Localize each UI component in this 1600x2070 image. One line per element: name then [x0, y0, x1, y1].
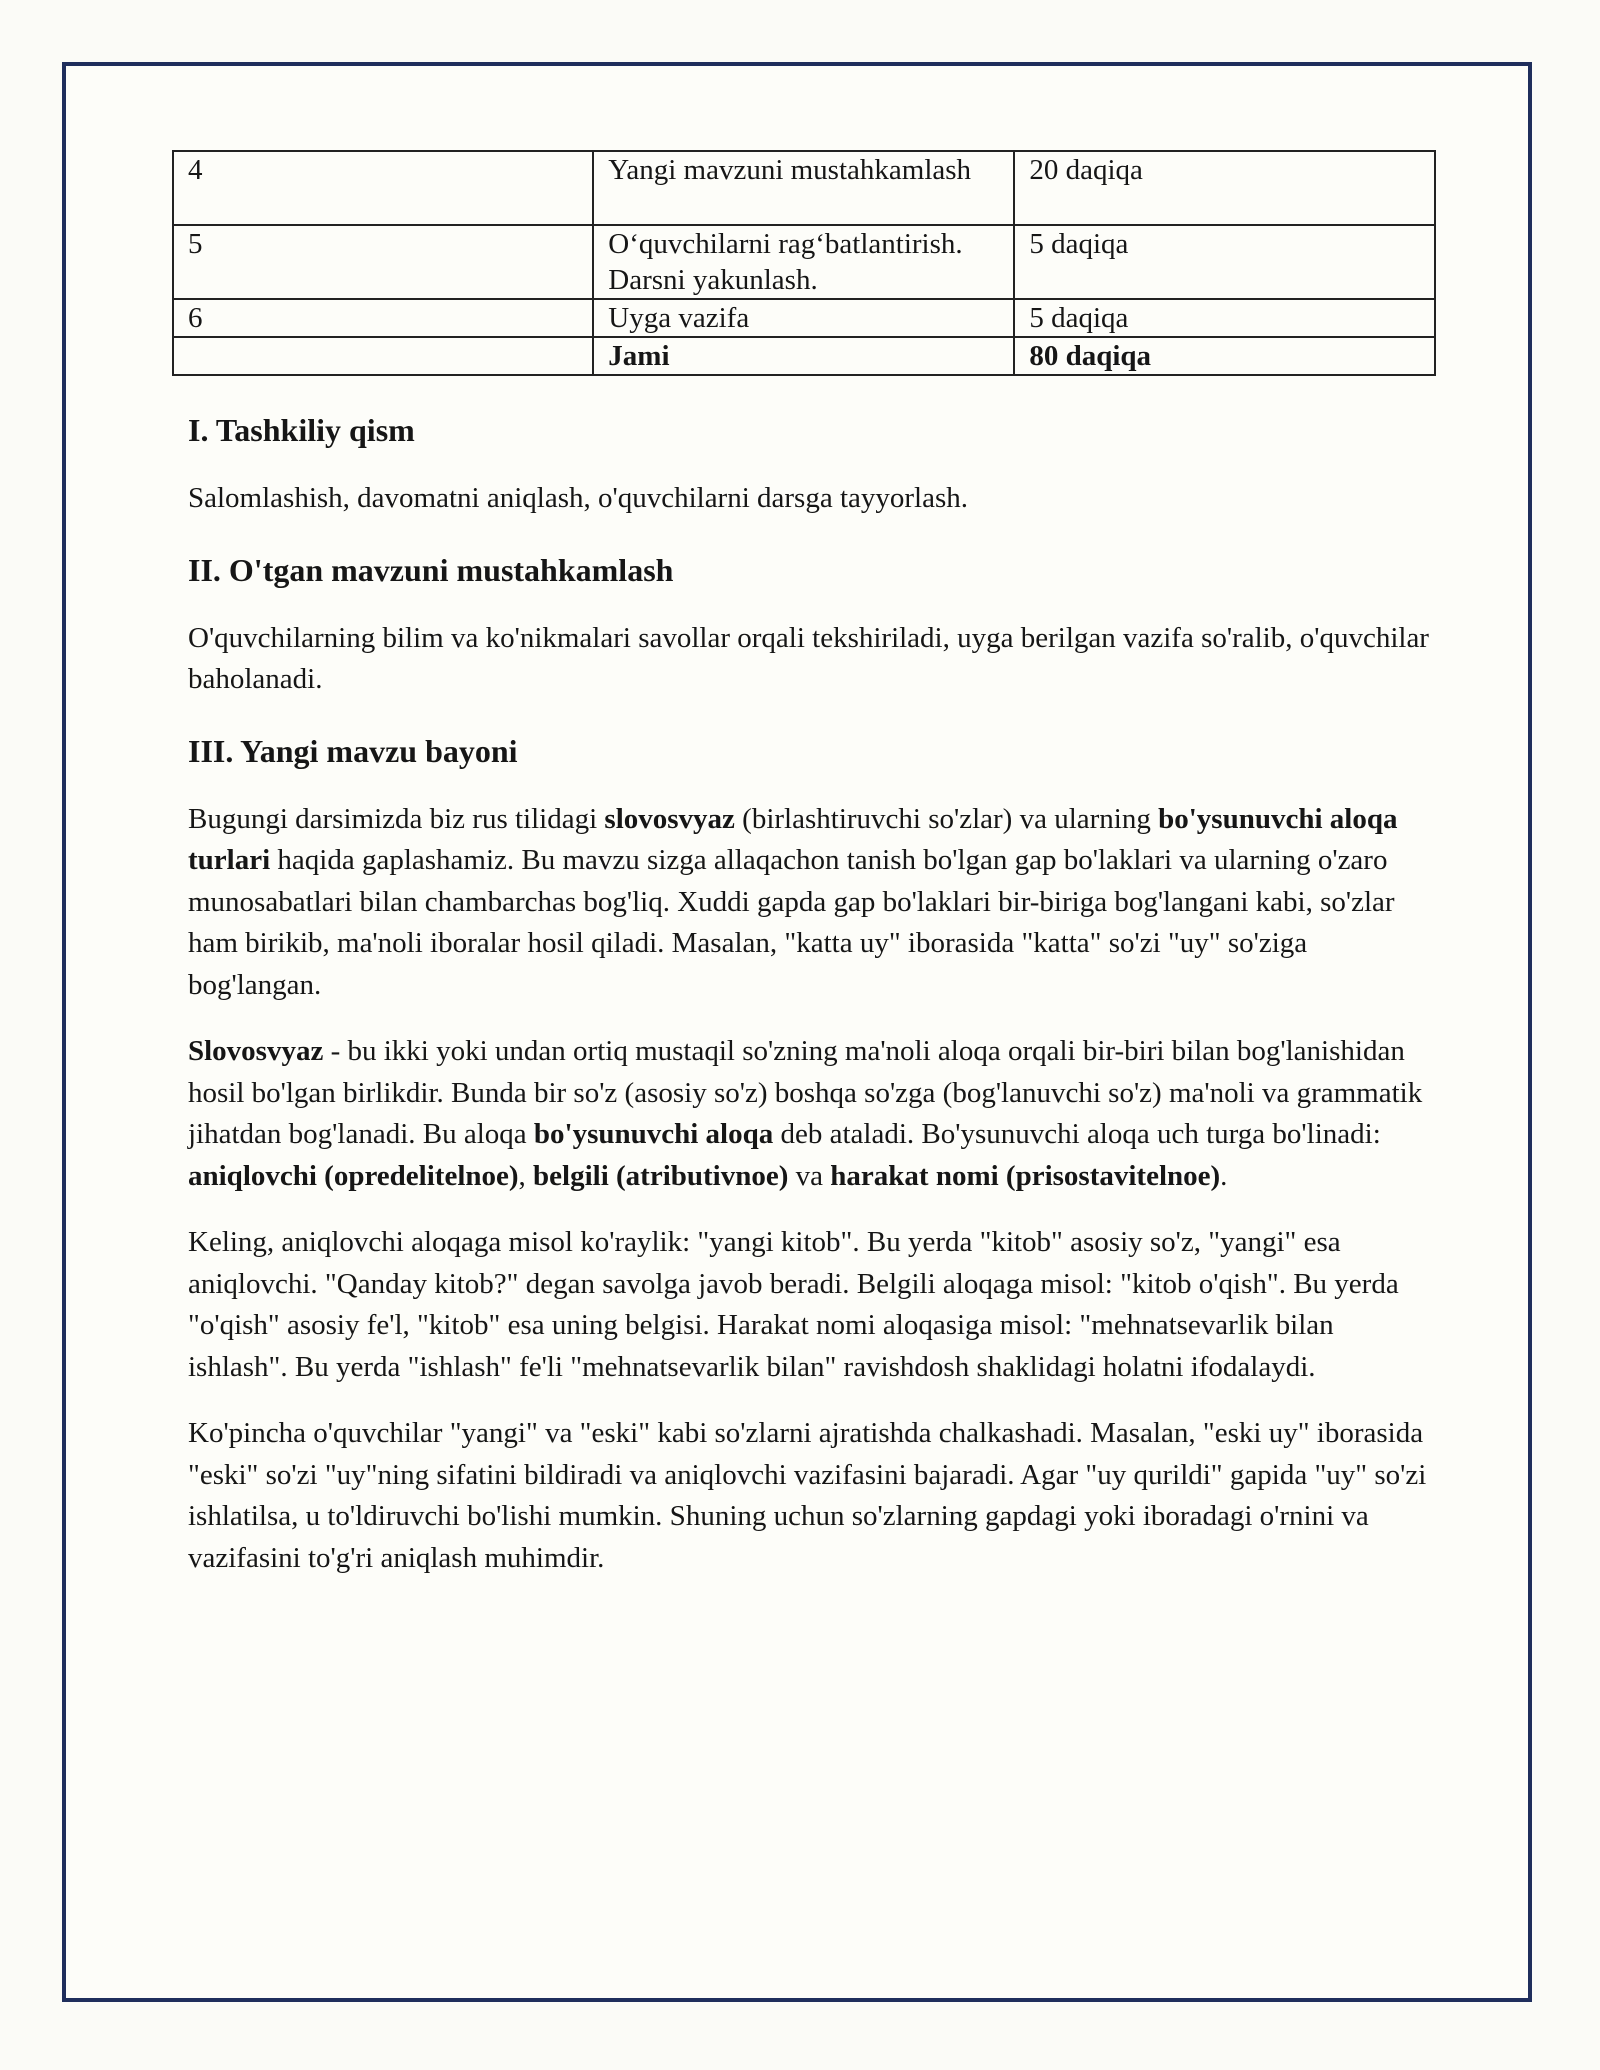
lesson-schedule-table [172, 150, 1436, 376]
text-run: . [1220, 1159, 1228, 1192]
row-time: 5 daqiqa [1014, 299, 1435, 337]
section-heading-3: III. Yangi mavzu bayoni [188, 732, 518, 769]
term-aloqa-turlari: bo'ysunuvchi aloqa turlari [188, 802, 1398, 876]
term-harakat-nomi: harakat nomi (prisostavitelnoe) [830, 1159, 1221, 1192]
text-run: haqida gaplashamiz. Bu mavzu sizga allaqachon tanish bo'lgan gap bo'laklari va ularning o'zaro munosabatlari bilan chambarchas bog'liq. Xuddi gapda gap bo'laklari bir-biriga bog'langani kabi, so'zlar ham birikib, ma'noli iboralar hosil qiladi. Masalan, "katta uy" iborasida "katta" so'zi "uy" so'ziga bog'langan. [188, 844, 1395, 1001]
section-3-paragraph-3: Keling, aniqlovchi aloqaga misol ko'raylik: "yangi kitob". Bu yerda "kitob" asosiy so'z, "yangi" esa aniqlovchi. "Qanday kitob?" degan savolga javob beradi. Belgili aloqaga misol: "kitob o'qish". Bu yerda "o'qish" asosiy fe'l, "kitob" esa uning belgisi. Harakat nomi aloqasiga misol: "mehnatsevarlik bilan ishlash". Bu yerda "ishlash" fe'li "mehnatsevarlik bilan" ravishdosh shaklidagi holatni ifodalaydi. [188, 1226, 1399, 1383]
row-time: 5 daqiqa [1014, 225, 1435, 299]
term-aniqlovchi: aniqlovchi (opredelitelnoe) [188, 1159, 519, 1192]
row-stage: Uyga vazifa [593, 299, 1014, 337]
row-number: 6 [173, 299, 593, 337]
section-heading-1: I. Tashkiliy qism [188, 412, 415, 448]
text-run: (birlashtiruvchi so'zlar) va ularning [734, 802, 1159, 835]
text-run: Bugungi darsimizda biz rus tilidagi [188, 802, 605, 835]
text-run: deb ataladi. Bo'ysunuvchi aloqa uch turga bo'linadi: [773, 1118, 1381, 1150]
text-run: , [518, 1159, 534, 1192]
table-total-row [173, 337, 1435, 375]
row-number [173, 337, 593, 375]
text-run: va [788, 1159, 831, 1192]
text-run: - bu ikki yoki undan ortiq mustaqil so'zning ma'noli aloqa orqali bir-biri bilan bog'lanishidan hosil bo'lgan birlikdir. Bunda bir so'z (asosiy so'z) boshqa so'zga (bog'lanuvchi so'z) ma'noli va grammatik jihatdan bog'lanadi. Bu aloqa [188, 1035, 1423, 1150]
table-row [173, 299, 1435, 337]
row-time: 20 daqiqa [1014, 151, 1435, 225]
section-3-paragraph-1 [188, 799, 1438, 1007]
total-label: Jami [593, 337, 1014, 375]
term-slovosvyaz: slovosvyaz [604, 802, 735, 835]
section-2-paragraph: O'quvchilarning bilim va ko'nikmalari savollar orqali tekshiriladi, uyga berilgan vazifa so'ralib, o'quvchilar baholanadi. [188, 621, 1429, 695]
row-number: 4 [173, 151, 593, 225]
section-3-paragraph-4: Ko'pincha o'quvchilar "yangi" va "eski" kabi so'zlarni ajratishda chalkashadi. Masalan, "eski uy" iborasida "eski" so'zi "uy"ning sifatini bildiradi va aniqlovchi vazifasini bajaradi. Agar "uy qurildi" gapida "uy" so'zi ishlatilsa, u to'ldiruvchi bo'lishi mumkin. Shuning uchun so'zlarning gapdagi yoki iboradagi o'rnini va vazifasini to'g'ri aniqlash muhimdir. [188, 1417, 1427, 1574]
term-slovosvyaz: Slovosvyaz [188, 1035, 324, 1067]
term-boysunuvchi-aloqa: bo'ysunuvchi aloqa [533, 1118, 774, 1150]
row-stage: O‘quvchilarni rag‘batlantirish. Darsni yakunlash. [593, 225, 1014, 299]
total-time: 80 daqiqa [1014, 337, 1435, 375]
section-1-paragraph: Salomlashish, davomatni aniqlash, o'quvchilarni darsga tayyorlash. [188, 482, 969, 514]
section-3-paragraph-2 [188, 1031, 1438, 1197]
section-heading-2: II. O'tgan mavzuni mustahkamlash [188, 551, 674, 588]
term-belgili: belgili (atributivnoe) [533, 1159, 789, 1192]
row-number: 5 [173, 225, 593, 299]
row-stage: Yangi mavzuni mustahkamlash [593, 151, 1014, 225]
table-row [173, 151, 1435, 225]
table-row [173, 225, 1435, 299]
lesson-content [188, 408, 1438, 1579]
